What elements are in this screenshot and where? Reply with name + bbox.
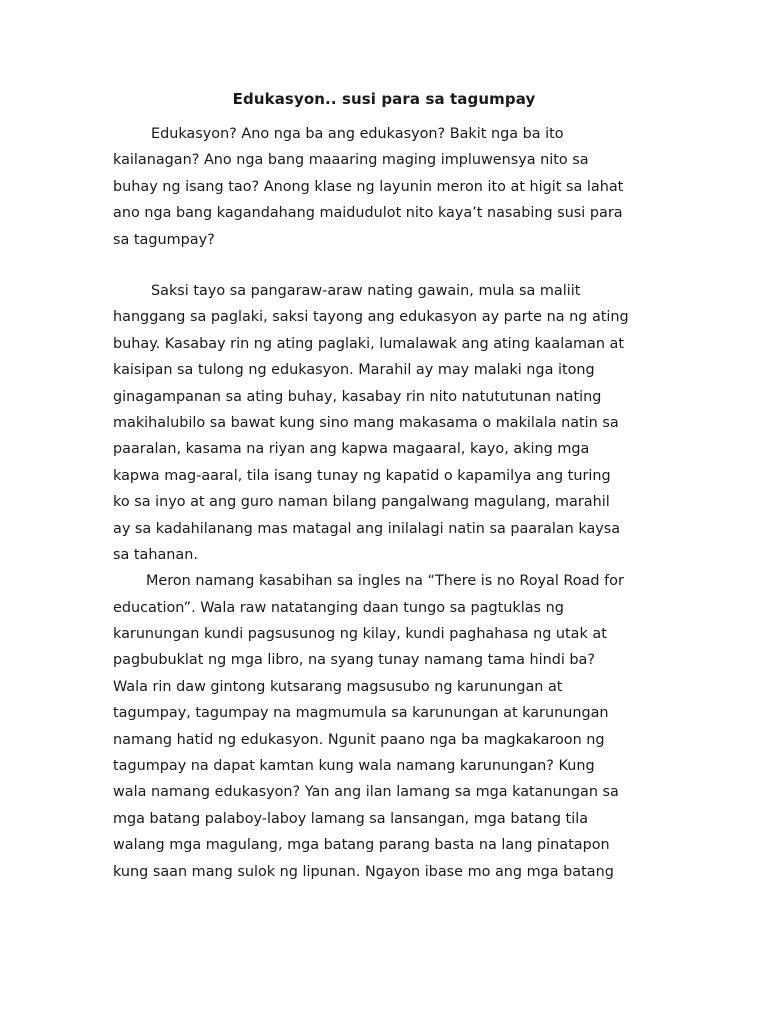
text-line: kung saan mang sulok ng lipunan. Ngayon ibase mo ang mga batang — [113, 863, 614, 880]
text-line: pagbubuklat ng mga libro, na syang tunay namang tama hindi ba? — [113, 652, 596, 669]
text-line: Edukasyon? Ano nga ba ang edukasyon? Bakit nga ba ito — [151, 126, 564, 142]
text-line: wala namang edukasyon? Yan ang ilan lamang sa mga katanungan sa — [113, 784, 619, 801]
text-line: tagumpay, tagumpay na magmumula sa karunungan at karunungan — [113, 705, 609, 722]
text-line: tagumpay na dapat kamtan kung wala namang karunungan? Kung — [113, 758, 595, 775]
text-line: ginagampanan sa ating buhay, kasabay rin nito natututunan nating — [113, 388, 602, 405]
text-line: karunungan kundi pagsusunog ng kilay, kundi paghahasa ng utak at — [113, 626, 607, 643]
text-line: sa tahanan. — [113, 546, 198, 563]
text-line: ay sa kadahilanang mas matagal ang inilalagi natin sa paaralan kaysa — [113, 520, 621, 537]
text-line: buhay ng isang tao? Anong klase ng layunin meron ito at higit sa lahat — [113, 178, 624, 195]
text-line: Saksi tayo sa pangaraw-araw nating gawain, mula sa maliit — [151, 283, 581, 299]
text-line: Wala rin daw gintong kutsarang magsusubo ng karunungan at — [113, 678, 563, 695]
text-line: kapwa mag-aaral, tila isang tunay ng kapatid o kapamilya ang turing — [113, 467, 611, 484]
text-line: mga batang palaboy-laboy lamang sa lansangan, mga batang tila — [113, 810, 589, 827]
text-line: ano nga bang kagandahang maidudulot nito kaya’t nasabing susi para — [113, 205, 623, 222]
text-line: education”. Wala raw natatanging daan tungo sa pagtuklas ng — [113, 599, 564, 616]
text-line: makihalubilo sa bawat kung sino mang makasama o makilala natin sa — [113, 414, 619, 431]
paragraph-2-and-3 — [113, 278, 659, 885]
document-title: Edukasyon.. susi para sa tagumpay — [232, 90, 536, 108]
text-line: hanggang sa paglaki, saksi tayong ang edukasyon ay parte na ng ating — [113, 309, 629, 326]
text-line: sa tagumpay? — [113, 231, 215, 248]
text-line: paaralan, kasama na riyan ang kapwa magaaral, kayo, aking mga — [113, 441, 590, 458]
text-line: kailanagan? Ano nga bang maaaring maging impluwensya nito sa — [113, 152, 589, 169]
text-line: Meron namang kasabihan sa ingles na “There is no Royal Road for — [146, 573, 624, 590]
text-line: buhay. Kasabay rin ng ating paglaki, lumalawak ang ating kaalaman at — [113, 335, 625, 352]
paragraph-1 — [113, 121, 659, 253]
text-line: walang mga magulang, mga batang parang basta na lang pinatapon — [113, 837, 610, 854]
text-line: ko sa inyo at ang guro naman bilang pangalwang magulang, marahil — [113, 494, 610, 511]
text-line: namang hatid ng edukasyon. Ngunit paano nga ba magkakaroon ng — [113, 731, 605, 748]
text-line: kaisipan sa tulong ng edukasyon. Marahil ay may malaki nga itong — [113, 362, 595, 379]
